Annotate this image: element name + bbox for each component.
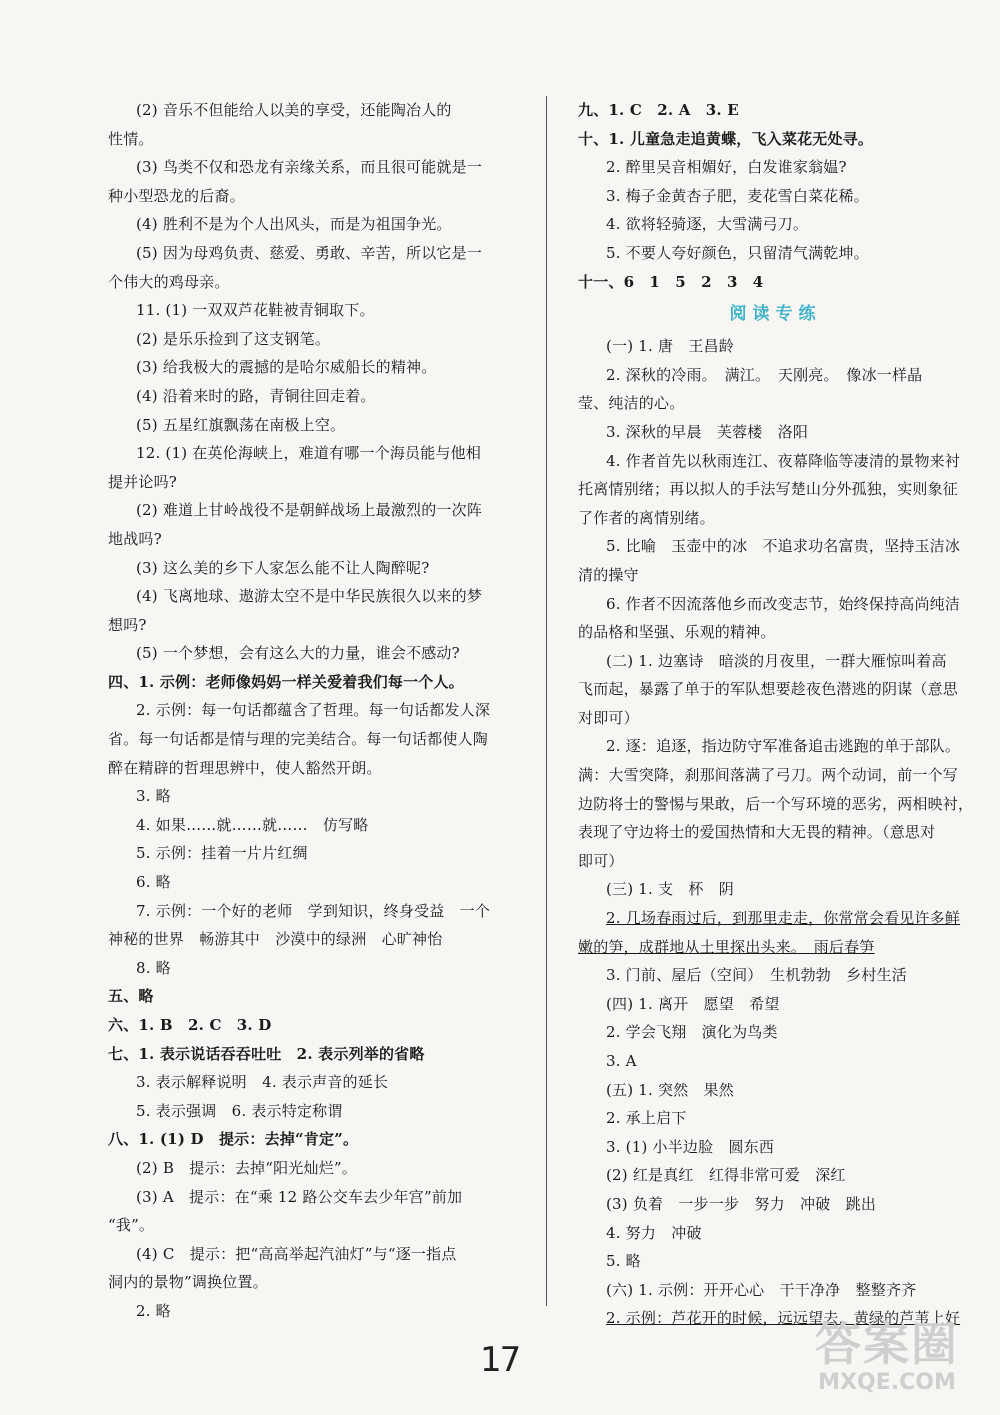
answer-line: 5. 比喻 玉壶中的冰 不追求功名富贵，坚持玉洁冰 bbox=[606, 537, 961, 556]
answer-line: 2. 醉里吴音相媚好，白发谁家翁媪? bbox=[606, 158, 847, 177]
answer-line: 3. 略 bbox=[136, 787, 171, 806]
answer-line: (2) 红是真红 红得非常可爱 深红 bbox=[606, 1166, 846, 1185]
answer-line: 4. 作者首先以秋雨连江、夜幕降临等凄清的景物来衬 bbox=[606, 451, 961, 470]
answer-line: (4) C 提示：把“高高举起汽油灯”与“逐一指点 bbox=[136, 1244, 457, 1263]
answer-line: 5. 示例：挂着一片片红绸 bbox=[136, 844, 308, 863]
answer-line: 提并论吗? bbox=[108, 472, 178, 491]
answer-line: 飞而起，暴露了单于的军队想要趁夜色潜逃的阴谋（意思 bbox=[578, 680, 959, 699]
answer-line: (五) 1. 突然 果然 bbox=[606, 1080, 734, 1099]
answer-line: 洞内的景物”调换位置。 bbox=[108, 1273, 268, 1292]
answer-line: (六) 1. 示例：开开心心 干干净净 整整齐齐 bbox=[606, 1280, 917, 1299]
answer-line: 性情。 bbox=[108, 129, 154, 148]
answer-line: 神秘的世界 畅游其中 沙漠中的绿洲 心旷神怡 bbox=[108, 930, 443, 949]
answer-line: 2. 示例：芦花开的时候，远远望去，黄绿的芦苇上好 bbox=[606, 1309, 961, 1328]
answer-line: 边防将士的警惕与果敢，后一个写环境的恶劣，两相映衬， bbox=[578, 794, 974, 813]
answer-line: 省。每一句话都是情与理的完美结合。每一句话都使人陶 bbox=[108, 730, 489, 749]
answer-line: 5. 不要人夸好颜色，只留清气满乾坤。 bbox=[606, 243, 869, 262]
answer-line: 2. 示例：每一句话都蕴含了哲理。每一句话都发人深 bbox=[136, 701, 491, 720]
answer-line: (4) 沿着来时的路，青铜往回走着。 bbox=[136, 386, 376, 405]
answer-line: 莹、纯洁的心。 bbox=[578, 394, 685, 413]
answer-line: (三) 1. 支 杯 阴 bbox=[606, 880, 734, 899]
answer-line: 九、1. C 2. A 3. E bbox=[578, 101, 739, 119]
answer-line: (3) 鸟类不仅和恐龙有亲缘关系，而且很可能就是一 bbox=[136, 158, 483, 177]
answer-line: 3. (1) 小半边脸 圆东西 bbox=[606, 1137, 775, 1156]
answer-line: 8. 略 bbox=[136, 958, 171, 977]
answer-line: 五、略 bbox=[108, 987, 154, 1006]
answer-line: 5. 略 bbox=[606, 1252, 641, 1271]
answer-line: “我”。 bbox=[108, 1216, 155, 1235]
watermark-url: MXQE.COM bbox=[818, 1370, 956, 1395]
answer-line: 醉在精辟的哲理思辨中，使人豁然开朗。 bbox=[108, 758, 382, 777]
watermark-logo bbox=[792, 1318, 982, 1400]
answer-line: 2. 逐：追逐，指边防守军准备追击逃跑的单于部队。 bbox=[606, 737, 961, 756]
answer-line: (3) 这么美的乡下人家怎么能不让人陶醉呢? bbox=[136, 558, 430, 577]
answer-line: (一) 1. 唐 王昌龄 bbox=[606, 337, 734, 356]
answer-line: 八、1. (1) D 提示：去掉“肯定”。 bbox=[108, 1130, 359, 1149]
answer-line: 种小型恐龙的后裔。 bbox=[108, 186, 245, 205]
answer-line: 6. 作者不因流落他乡而改变志节，始终保持高尚纯洁 bbox=[606, 594, 961, 613]
answer-line: 即可） bbox=[578, 851, 624, 870]
answer-line: 想吗? bbox=[108, 615, 147, 634]
answer-line: 4. 努力 冲破 bbox=[606, 1223, 702, 1242]
answer-line: 七、1. 表示说话吞吞吐吐 2. 表示列举的省略 bbox=[108, 1044, 425, 1063]
answer-line: 3. 梅子金黄杏子肥，麦花雪白菜花稀。 bbox=[606, 186, 869, 205]
answer-line: 满：大雪突降，刹那间落满了弓刀。两个动词，前一个写 bbox=[578, 766, 959, 785]
left-column bbox=[108, 96, 518, 1326]
answer-line: (5) 五星红旗飘荡在南极上空。 bbox=[136, 415, 346, 434]
answer-line: (2) 难道上甘岭战役不是朝鲜战场上最激烈的一次阵 bbox=[136, 501, 483, 520]
answer-line: 2. 学会飞翔 演化为鸟类 bbox=[606, 1023, 778, 1042]
answer-line: 个伟大的鸡母亲。 bbox=[108, 272, 230, 291]
column-divider bbox=[546, 96, 547, 1306]
answer-line: 4. 欲将轻骑逐，大雪满弓刀。 bbox=[606, 215, 809, 234]
answer-line: (2) B 提示：去掉“阳光灿烂”。 bbox=[136, 1158, 357, 1177]
watermark-logo-text: 答案圈 bbox=[815, 1317, 959, 1371]
answer-line: (5) 一个梦想，会有这么大的力量，谁会不感动? bbox=[136, 644, 460, 663]
answer-line: (2) 音乐不但能给人以美的享受，还能陶冶人的 bbox=[136, 101, 452, 119]
answer-line: 11. (1) 一双双芦花鞋被青铜取下。 bbox=[136, 301, 375, 320]
answer-line: 2. 深秋的冷雨。 满江。 天刚亮。 像冰一样晶 bbox=[606, 365, 923, 384]
answer-line: (4) 胜利不是为个人出风头，而是为祖国争光。 bbox=[136, 215, 452, 234]
answer-line: 2. 承上启下 bbox=[606, 1109, 687, 1128]
answer-line: 7. 示例：一个好的老师 学到知识，终身受益 一个 bbox=[136, 901, 491, 920]
answer-line: 对即可） bbox=[578, 708, 639, 727]
answer-line: 3. 深秋的早晨 芙蓉楼 洛阳 bbox=[606, 422, 809, 441]
answer-line: 3. 门前、屋后（空间） 生机勃勃 乡村生活 bbox=[606, 966, 907, 985]
answer-line: 十一、6 1 5 2 3 4 bbox=[578, 272, 764, 291]
answer-line: 5. 表示强调 6. 表示特定称谓 bbox=[136, 1101, 343, 1120]
answer-line: 了作者的离情别绪。 bbox=[578, 508, 715, 527]
answer-line: 表现了守边将士的爱国热情和大无畏的精神。（意思对 bbox=[578, 823, 936, 842]
page-number: 17 bbox=[480, 1340, 520, 1380]
answer-line: 地战吗? bbox=[108, 529, 162, 548]
answer-line: 托离情别绪；再以拟人的手法写楚山分外孤独，实则象征 bbox=[578, 480, 959, 499]
answer-line: (3) 给我极大的震撼的是哈尔威船长的精神。 bbox=[136, 358, 437, 377]
answer-line: 2. 略 bbox=[136, 1301, 171, 1320]
answer-line: 六、1. B 2. C 3. D bbox=[108, 1016, 272, 1034]
answer-line: 3. 表示解释说明 4. 表示声音的延长 bbox=[136, 1073, 389, 1092]
answer-line: (3) A 提示：在“乘 12 路公交车去少年宫”前加 bbox=[136, 1187, 463, 1206]
answer-line: 十、1. 儿童急走追黄蝶，飞入菜花无处寻。 bbox=[578, 129, 874, 148]
answer-line: (四) 1. 离开 愿望 希望 bbox=[606, 994, 780, 1013]
answer-line: (二) 1. 边塞诗 暗淡的月夜里，一群大雁惊叫着高 bbox=[606, 651, 947, 670]
answer-line: 6. 略 bbox=[136, 873, 171, 892]
answer-line: 嫩的笋，成群地从土里探出头来。 雨后春笋 bbox=[578, 937, 875, 956]
section-title: 阅读专练 bbox=[729, 304, 822, 325]
answer-line: (4) 飞离地球、遨游太空不是中华民族很久以来的梦 bbox=[136, 587, 483, 606]
answer-line: (3) 负着 一步一步 努力 冲破 跳出 bbox=[606, 1194, 877, 1213]
answer-line: 四、1. 示例：老师像妈妈一样关爱着我们每一个人。 bbox=[108, 672, 464, 691]
answer-line: 12. (1) 在英伦海峡上，难道有哪一个海员能与他相 bbox=[136, 444, 482, 463]
answer-line: 4. 如果……就……就…… 仿写略 bbox=[136, 815, 369, 834]
answer-line: 清的操守 bbox=[578, 565, 639, 584]
answer-line: 的品格和坚强、乐观的精神。 bbox=[578, 623, 776, 642]
answer-line: 2. 几场春雨过后，到那里走走，你常常会看见许多鲜 bbox=[606, 909, 961, 928]
answer-line: 3. A bbox=[606, 1052, 637, 1070]
right-column bbox=[578, 96, 973, 1333]
answer-line: (2) 是乐乐捡到了这支钢笔。 bbox=[136, 329, 331, 348]
answer-line: (5) 因为母鸡负责、慈爱、勇敢、辛苦，所以它是一 bbox=[136, 243, 483, 262]
